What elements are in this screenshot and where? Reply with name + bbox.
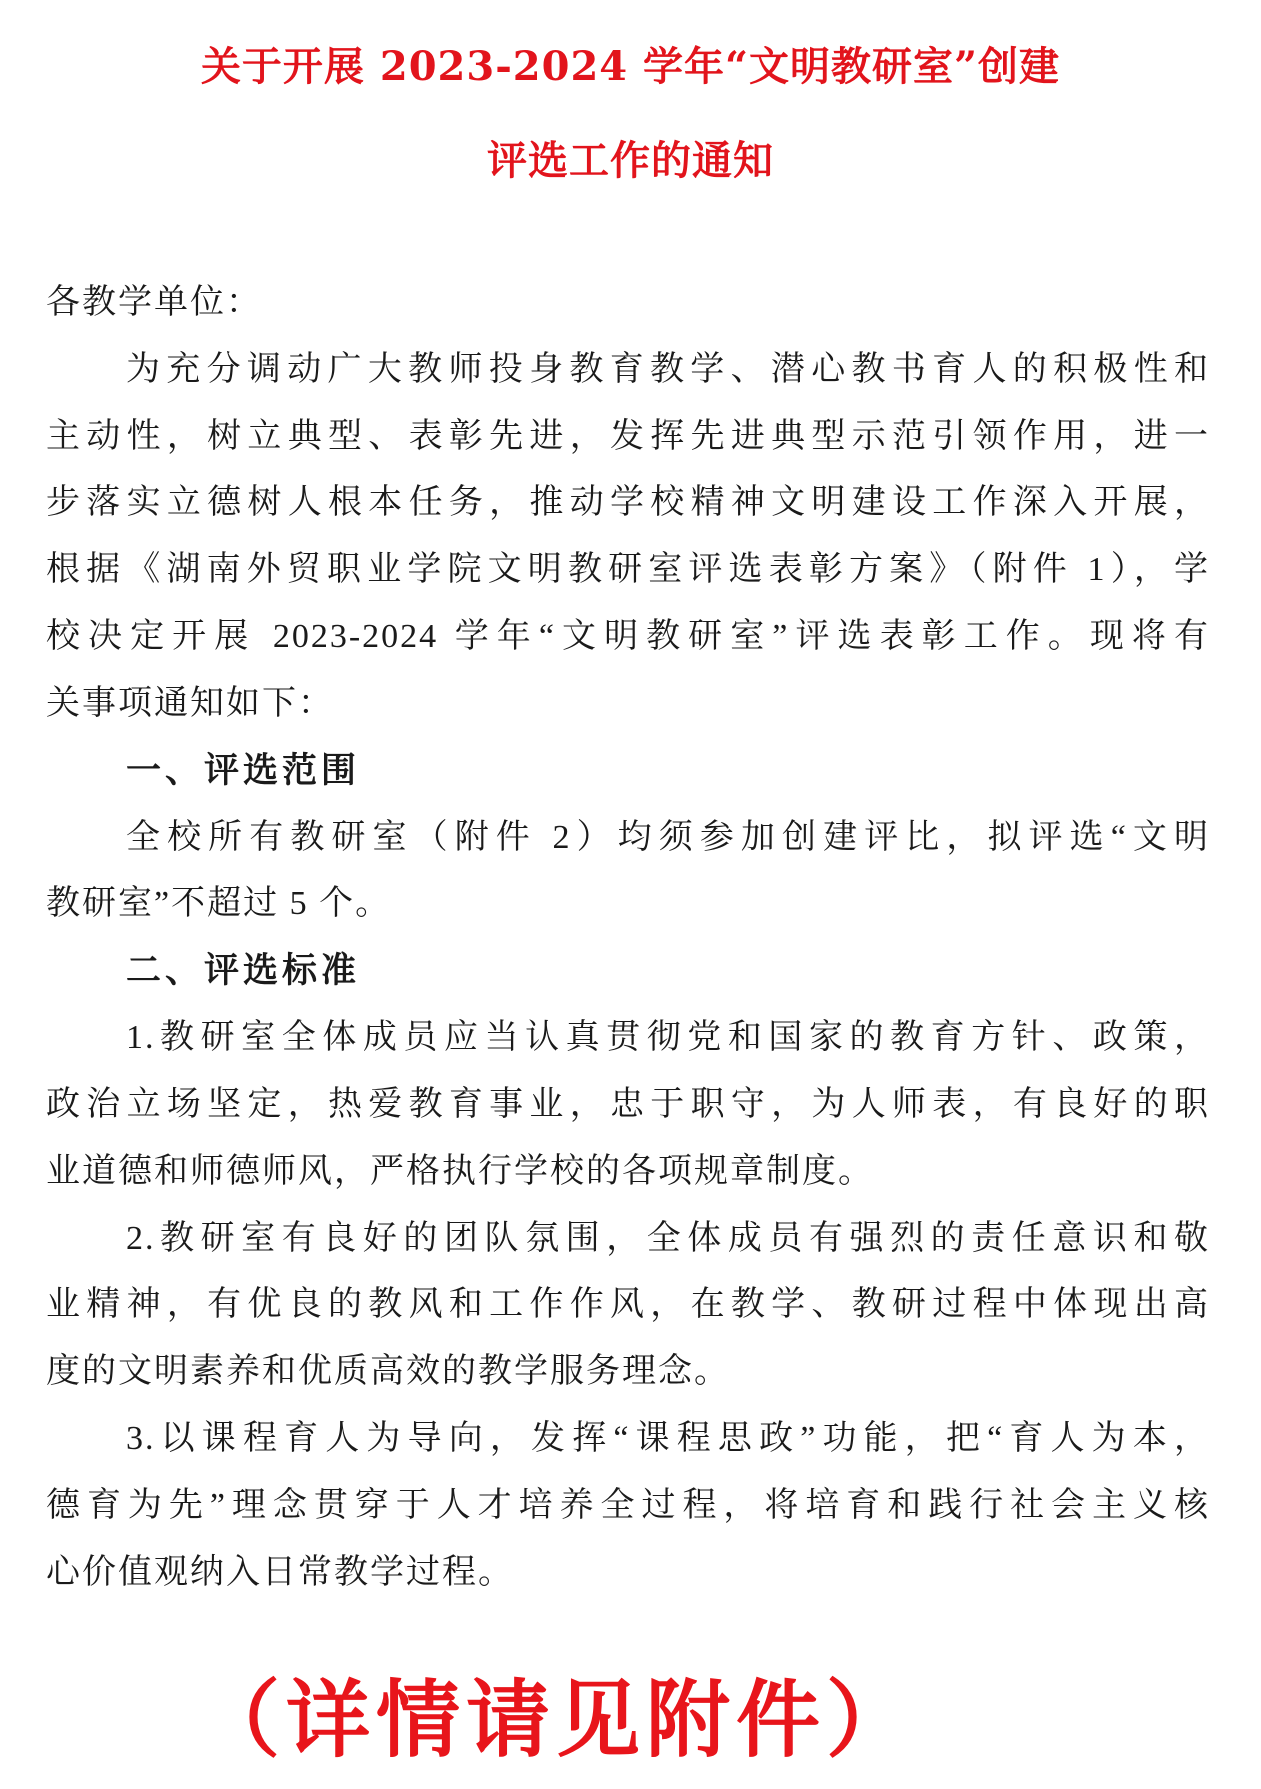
paragraph-line: 业精神，有优良的教风和工作作风，在教学、教研过程中体现出高 <box>46 1286 1210 1324</box>
salutation: 各教学单位： <box>46 284 262 321</box>
paragraph-line: 根据《湖南外贸职业学院文明教研室评选表彰方案》（附件 1），学 <box>46 551 1210 589</box>
paragraph-line: 步落实立德树人根本任务，推动学校精神文明建设工作深入开展， <box>46 484 1210 522</box>
paragraph-line: 政治立场坚定，热爱教育事业，忠于职守，为人师表，有良好的职 <box>46 1085 1210 1123</box>
document-title-line-1: 关于开展 2023-2024 学年“文明教研室”创建 <box>200 43 1061 90</box>
paragraph-line: 德育为先”理念贯穿于人才培养全过程，将培育和践行社会主义核 <box>46 1486 1210 1524</box>
paragraph-line: 心价值观纳入日常教学过程。 <box>46 1553 514 1591</box>
paragraph-line: 教研室”不超过 5 个。 <box>46 885 392 923</box>
paragraph-line: 校决定开展 2023-2024 学年“文明教研室”评选表彰工作。现将有 <box>46 618 1210 656</box>
see-attachment-note: （详情请见附件） <box>196 1670 917 1769</box>
paragraph-line: 2.教研室有良好的团队氛围，全体成员有强烈的责任意识和敬 <box>126 1219 1210 1257</box>
paragraph-line: 关事项通知如下： <box>46 684 334 722</box>
paragraph-line: 全校所有教研室（附件 2）均须参加创建评比，拟评选“文明 <box>126 818 1210 856</box>
paragraph-line: 3.以课程育人为导向，发挥“课程思政”功能，把“育人为本， <box>126 1420 1210 1458</box>
document-body <box>46 270 1210 1607</box>
section-heading-scope: 一、评选范围 <box>126 750 361 791</box>
paragraph-line: 度的文明素养和优质高效的教学服务理念。 <box>46 1353 730 1391</box>
paragraph-line: 1.教研室全体成员应当认真贯彻党和国家的教育方针、政策， <box>126 1019 1210 1057</box>
section-heading-criteria: 二、评选标准 <box>126 951 361 992</box>
paragraph-line: 主动性，树立典型、表彰先进，发挥先进典型示范引领作用，进一 <box>46 417 1210 455</box>
paragraph-line: 为充分调动广大教师投身教育教学、潜心教书育人的积极性和 <box>126 350 1210 388</box>
paragraph-line: 业道德和师德师风，严格执行学校的各项规章制度。 <box>46 1152 874 1190</box>
document-title-line-2: 评选工作的通知 <box>487 137 774 184</box>
